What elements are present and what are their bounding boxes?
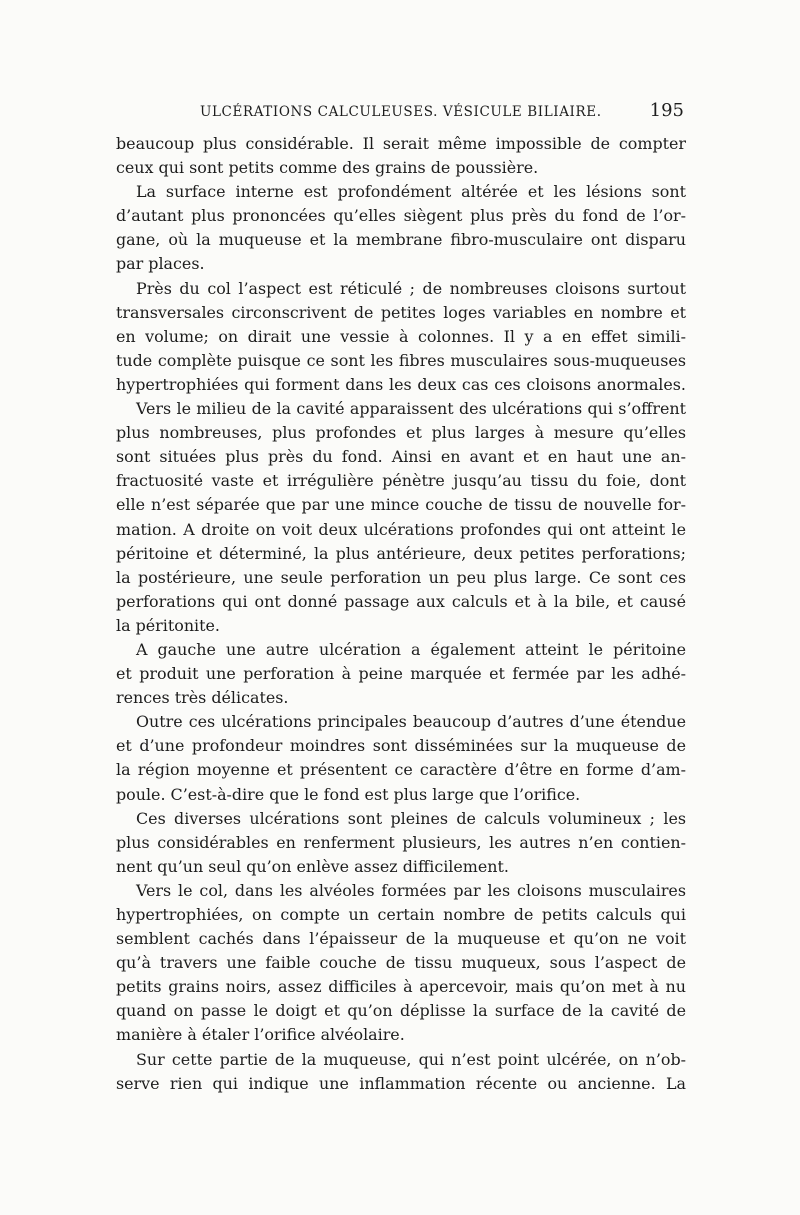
body-text [116, 132, 686, 1096]
text-line: plus nombreuses, plus profondes et plus larges à mesure qu’elles [116, 423, 686, 443]
text-line: petits grains noirs, assez difficiles à apercevoir, mais qu’on met à nu [116, 977, 686, 997]
text-line: par places. [116, 254, 205, 274]
text-line: en volume; on dirait une vessie à colonnes. Il y a en effet simili- [116, 326, 686, 346]
text-line: nent qu’un seul qu’on enlève assez difficilement. [116, 856, 509, 876]
text-line: Sur cette partie de la muqueuse, qui n’est point ulcérée, on n’ob- [136, 1049, 686, 1069]
page-number: 195 [649, 100, 684, 121]
text-line: hypertrophiées, on compte un certain nombre de petits calculs qui [116, 905, 686, 924]
text-line: et produit une perforation à peine marquée et fermée par les adhé- [116, 664, 686, 684]
text-line: La surface interne est profondément altérée et les lésions sont [136, 182, 686, 202]
text-line: péritoine et déterminé, la plus antérieure, deux petites perforations; [116, 543, 686, 563]
text-line: la péritonite. [116, 615, 220, 635]
text-line: d’autant plus prononcées qu’elles siègent plus près du fond de l’or- [116, 206, 686, 226]
text-line: mation. A droite on voit deux ulcérations profondes qui ont atteint le [116, 519, 686, 539]
text-line: tude complète puisque ce sont les fibres musculaires sous-muqueuses [116, 350, 686, 370]
text-line: transversales circonscrivent de petites loges variables en nombre et [116, 302, 686, 322]
text-line: plus considérables en renferment plusieurs, les autres n’en contien- [116, 832, 686, 852]
text-line: la région moyenne et présentent ce caractère d’être en forme d’am- [116, 760, 686, 780]
text-line: semblent cachés dans l’épaisseur de la muqueuse et qu’on ne voit [116, 929, 686, 949]
text-line: sont situées plus près du fond. Ainsi en avant et en haut une an- [116, 447, 686, 467]
text-line: hypertrophiées qui forment dans les deux cas ces cloisons anormales. [116, 374, 686, 394]
text-line: elle n’est séparée que par une mince couche de tissu de nouvelle for- [116, 495, 686, 515]
text-line: la postérieure, une seule perforation un peu plus large. Ce sont ces [116, 567, 686, 587]
running-title: ULCÉRATIONS CALCULEUSES. VÉSICULE BILIAIRE. [200, 104, 602, 120]
text-line: beaucoup plus considérable. Il serait même impossible de compter [116, 134, 686, 153]
text-line: et d’une profondeur moindres sont disséminées sur la muqueuse de [116, 736, 686, 756]
text-line: A gauche une autre ulcération a également atteint le péritoine [136, 639, 686, 659]
text-line: Près du col l’aspect est réticulé ; de nombreuses cloisons surtout [136, 278, 686, 298]
text-line: Outre ces ulcérations principales beaucoup d’autres d’une étendue [136, 712, 686, 732]
text-line: gane, où la muqueuse et la membrane fibro-musculaire ont disparu [116, 230, 686, 250]
text-line: qu’à travers une faible couche de tissu muqueux, sous l’aspect de [116, 953, 686, 973]
text-line: serve rien qui indique une inflammation récente ou ancienne. La [116, 1073, 686, 1093]
text-line: Vers le col, dans les alvéoles formées par les cloisons musculaires [136, 880, 686, 900]
text-line: poule. C’est-à-dire que le fond est plus large que l’orifice. [116, 784, 581, 804]
text-line: rences très délicates. [116, 688, 289, 708]
running-header [116, 100, 686, 128]
text-line: Vers le milieu de la cavité apparaissent des ulcérations qui s’offrent [136, 399, 686, 419]
text-line: quand on passe le doigt et qu’on déplisse la surface de la cavité de [116, 1001, 686, 1021]
text-line: Ces diverses ulcérations sont pleines de calculs volumineux ; les [136, 808, 686, 828]
text-line: perforations qui ont donné passage aux calculs et à la bile, et causé [116, 591, 686, 611]
text-line: ceux qui sont petits comme des grains de poussière. [116, 158, 539, 178]
text-line: manière à étaler l’orifice alvéolaire. [116, 1025, 405, 1045]
text-line: fractuosité vaste et irrégulière pénètre jusqu’au tissu du foie, dont [116, 471, 686, 491]
